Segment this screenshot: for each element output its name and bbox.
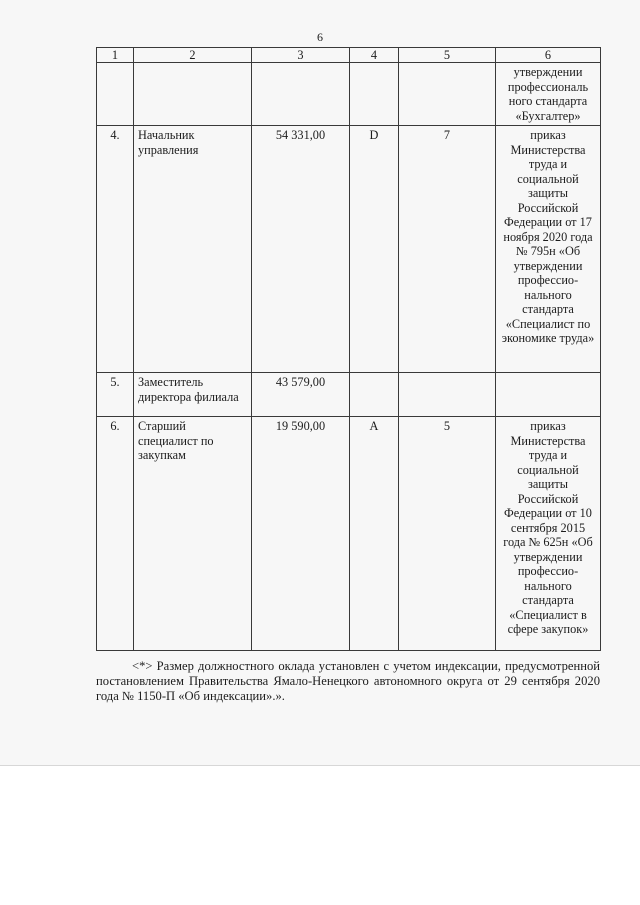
column-header: 1 [97,48,134,63]
column-header: 3 [252,48,350,63]
salary-cell: 43 579,00 [252,373,350,417]
salary-cell: 19 590,00 [252,417,350,651]
table-row [97,373,601,417]
position-cell: Заместитель директора филиала [134,373,252,417]
row-number-cell [97,63,134,126]
basis-cell: приказ Министерства труда и социальной защиты Российской Федерации от 10 сентября 2015 года № 625н «Об утверждении профессио-нального стандарта «Специалист в сфере закупок» [496,417,601,651]
level-cell: 5 [399,417,496,651]
position-cell [134,63,252,126]
group-cell: А [350,417,399,651]
column-header: 4 [350,48,399,63]
salary-cell [252,63,350,126]
table-header-row [97,48,601,63]
table-row [97,63,601,126]
position-cell: Старший специалист по закупкам [134,417,252,651]
footnote-text: <*> Размер должностного оклада установлен с учетом индексации, предусмотренной постановлением Правительства Ямало-Ненецкого автономного округа от 29 сентября 2020 года № 1150-П «Об индексации».». [96,659,600,703]
basis-cell: приказ Министерства труда и социальной защиты Российской Федерации от 17 ноября 2020 года № 795н «Об утверждении профессио-нального стандарта «Специалист по экономике труда» [496,126,601,373]
basis-cell: утверждении профессиональ ного стандарта «Бухгалтер» [496,63,601,126]
positions-table [96,47,601,651]
row-number-cell: 6. [97,417,134,651]
table-row [97,126,601,373]
table-row [97,417,601,651]
group-cell [350,373,399,417]
salary-cell: 54 331,00 [252,126,350,373]
group-cell [350,63,399,126]
column-header: 2 [134,48,252,63]
row-number-cell: 5. [97,373,134,417]
level-cell: 7 [399,126,496,373]
basis-cell [496,373,601,417]
position-cell: Начальник управления [134,126,252,373]
footnote [96,659,600,704]
column-header: 6 [496,48,601,63]
column-header: 5 [399,48,496,63]
level-cell [399,373,496,417]
level-cell [399,63,496,126]
row-number-cell: 4. [97,126,134,373]
page-number: 6 [317,30,323,44]
group-cell: D [350,126,399,373]
